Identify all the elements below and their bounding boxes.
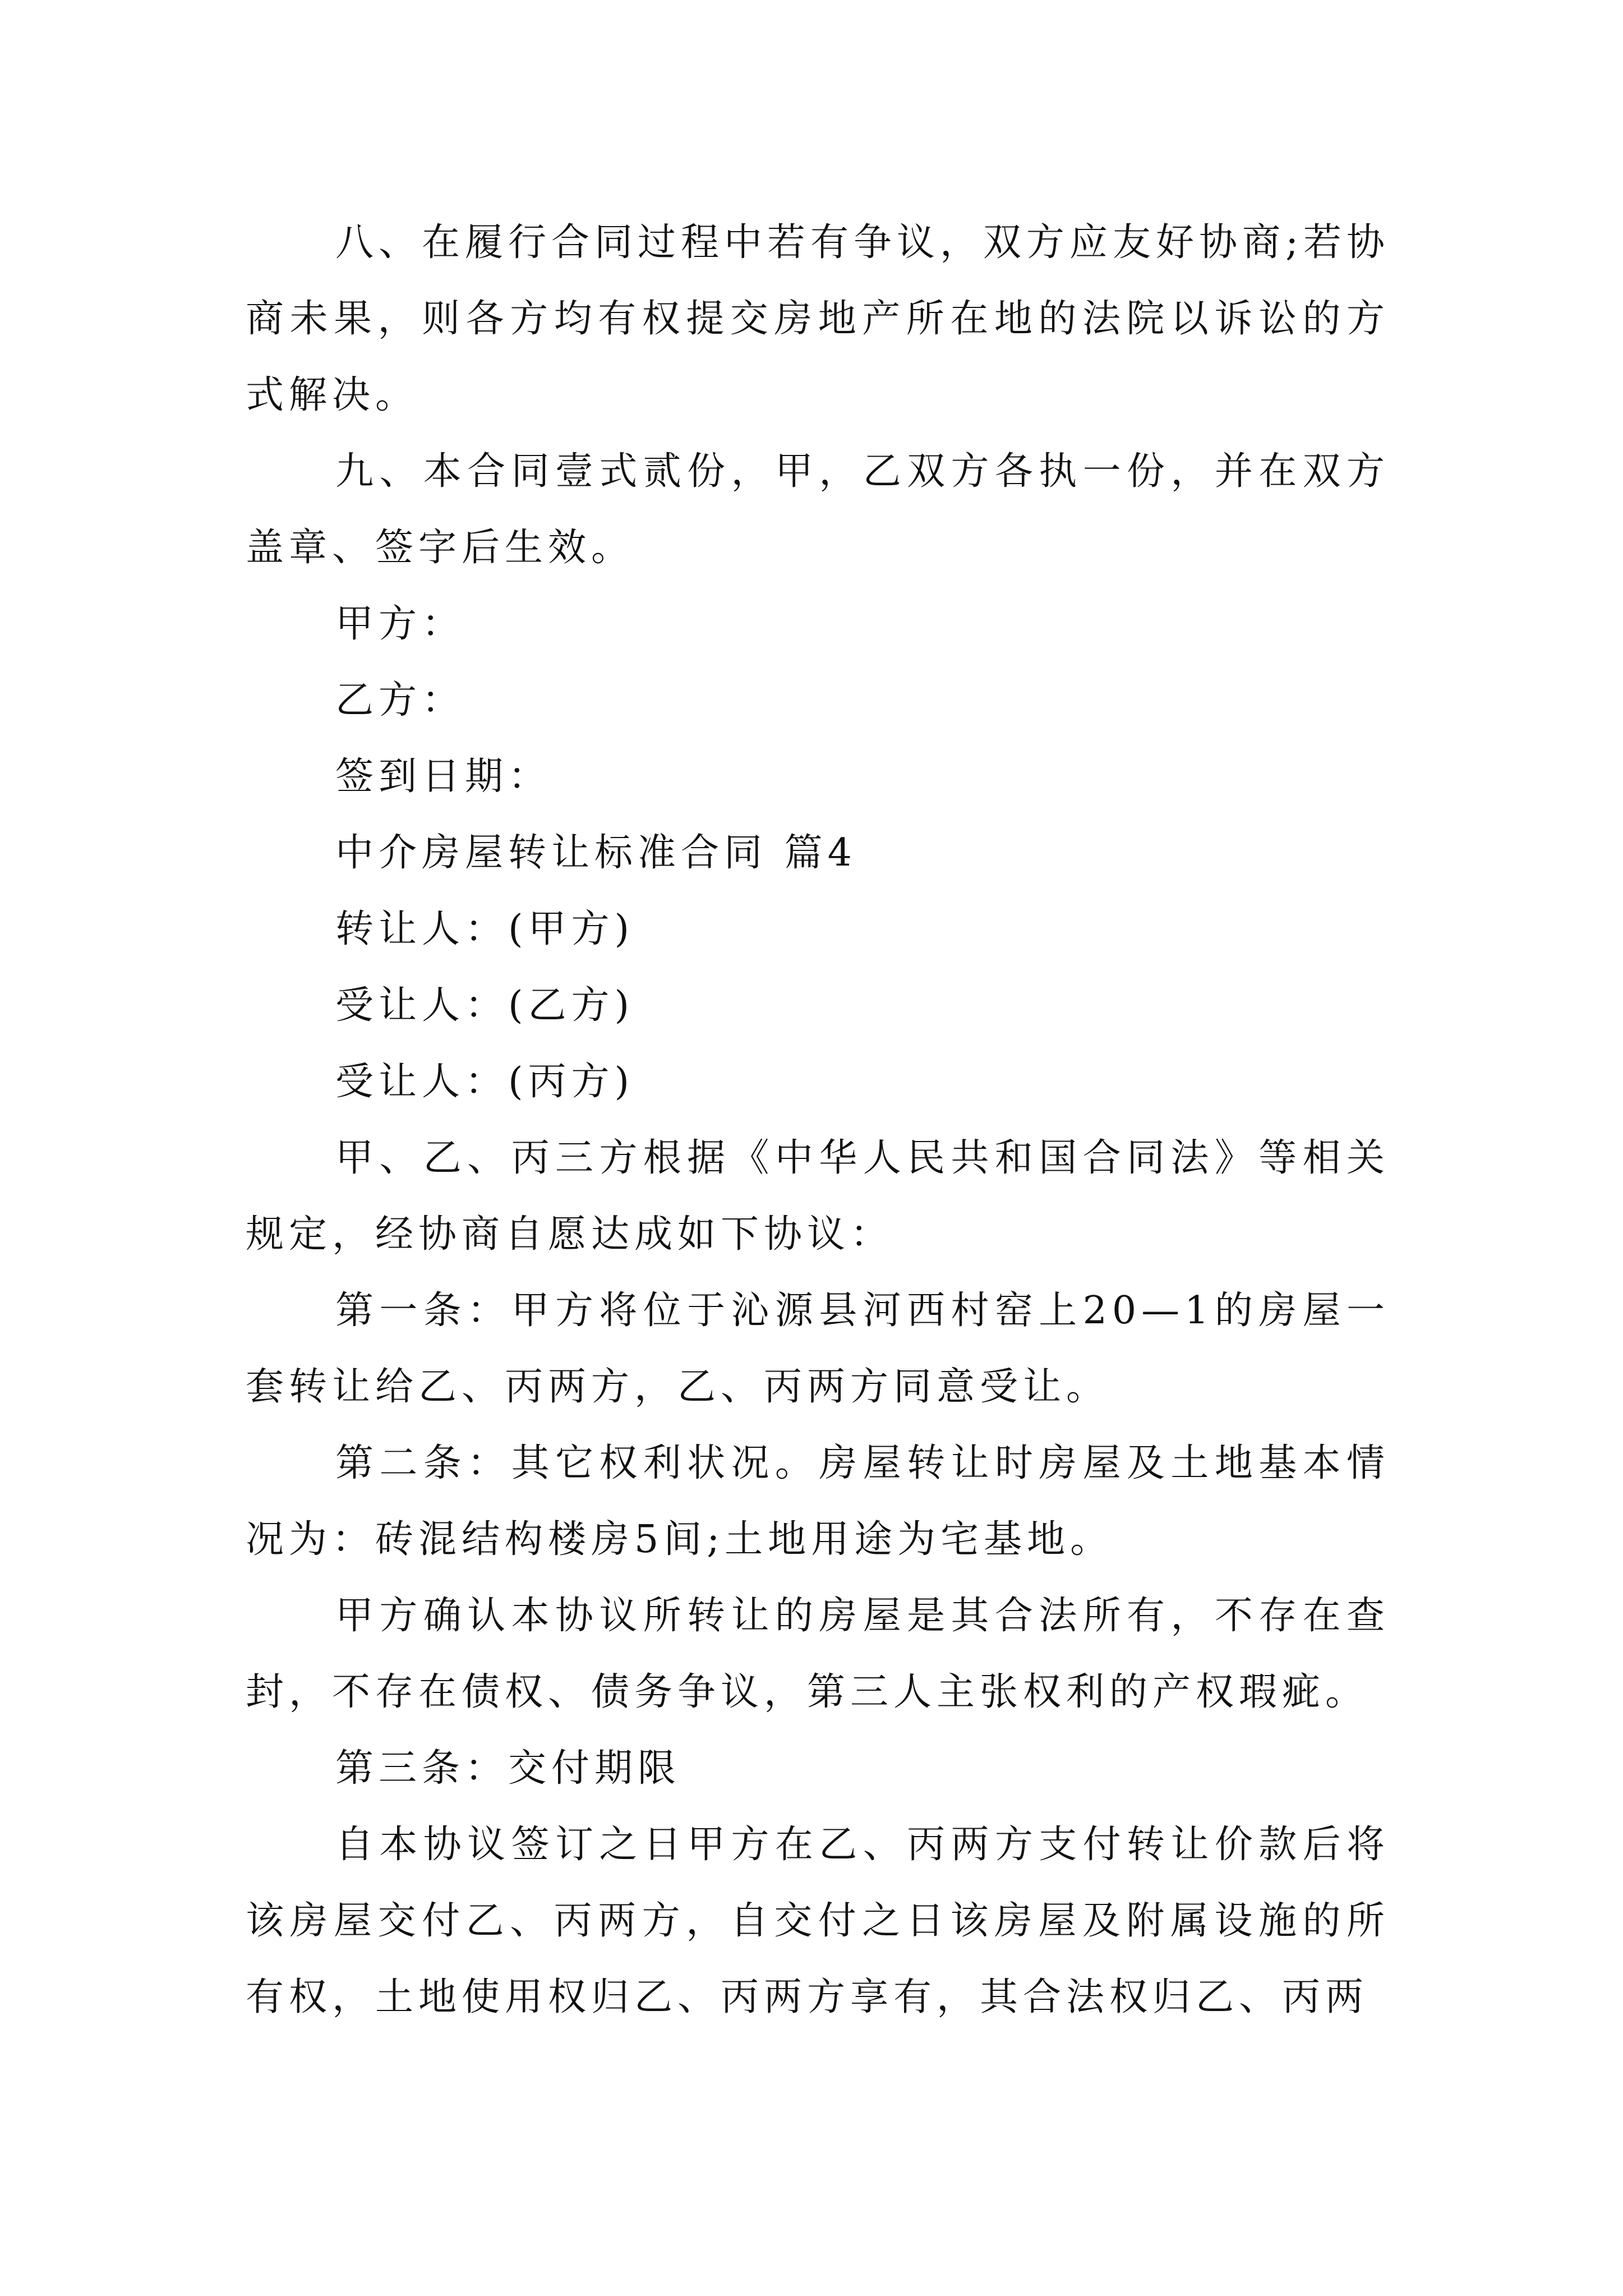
article-1: 第一条：甲方将位于沁源县河西村窑上20—1的房屋一套转让给乙、丙两方，乙、丙两方同意受让。 [246, 1289, 1390, 1409]
signature-party-b: 乙方： [335, 678, 465, 723]
preamble: 甲、乙、丙三方根据《中华人民共和国合同法》等相关规定，经协商自愿达成如下协议： [246, 1136, 1390, 1257]
transferor-party-a: 转让人：(甲方) [335, 907, 635, 951]
article-3-body: 自本协议签订之日甲方在乙、丙两方支付转让价款后将该房屋交付乙、丙两方，自交付之日该房屋及附属设施的所有权，土地使用权归乙、丙两方享有，其合法权归乙、丙两 [246, 1823, 1390, 2019]
article-2: 第二条：其它权利状况。房屋转让时房屋及土地基本情况为：砖混结构楼房5间;土地用途为宅基地。 [246, 1441, 1390, 1562]
clause-9-copies: 九、本合同壹式贰份，甲，乙双方各执一份，并在双方盖章、签字后生效。 [246, 449, 1390, 570]
transferee-party-c: 受让人：(丙方) [335, 1060, 635, 1104]
article-3-heading: 第三条：交付期限 [335, 1746, 681, 1791]
signature-party-a: 甲方： [335, 602, 465, 646]
ownership-confirmation: 甲方确认本协议所转让的房屋是其合法所有，不存在查封，不存在债权、债务争议，第三人主张权利的产权瑕疵。 [246, 1594, 1390, 1714]
signature-date: 签到日期： [335, 754, 552, 799]
clause-8-dispute-resolution: 八、在履行合同过程中若有争议，双方应友好协商;若协商未果，则各方均有权提交房地产所在地的法院以诉讼的方式解决。 [246, 220, 1390, 417]
section-title: 中介房屋转让标准合同 篇4 [335, 831, 857, 875]
transferee-party-b: 受让人：(乙方) [335, 983, 635, 1028]
document-body [246, 205, 1390, 2036]
